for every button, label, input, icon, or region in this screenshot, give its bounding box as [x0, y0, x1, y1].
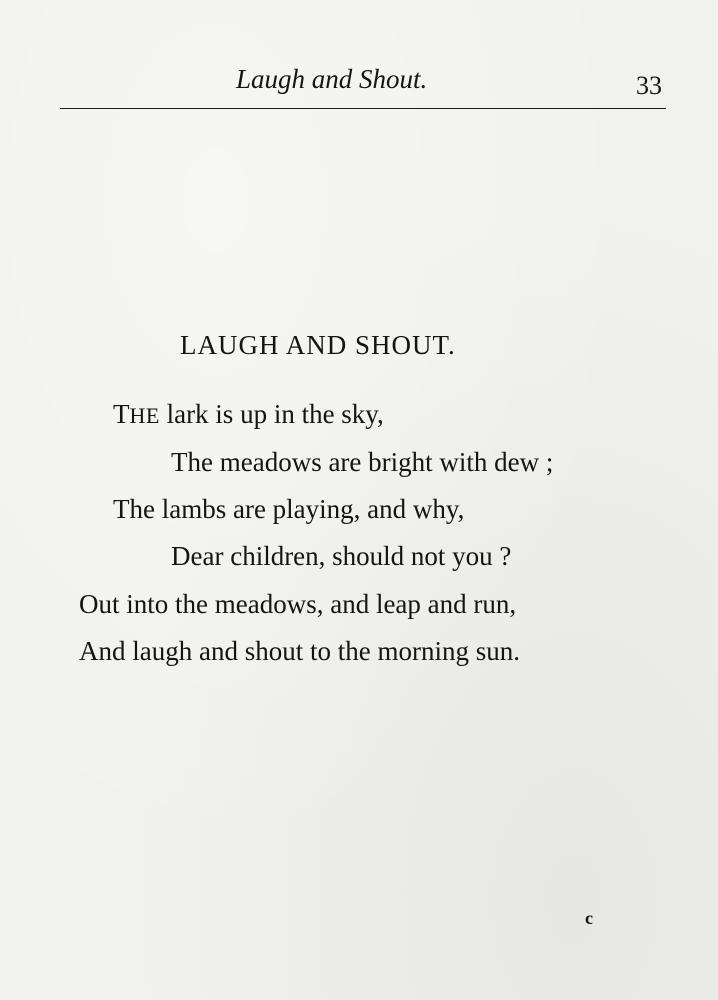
running-head: Laugh and Shout.: [236, 64, 428, 94]
poem-line-2: The meadows are bright with dew ;: [171, 447, 554, 477]
header-rule: [60, 108, 666, 109]
poem-line-3: The lambs are playing, and why,: [113, 494, 465, 524]
poem-title: LAUGH AND SHOUT.: [180, 330, 456, 360]
poem-line-6: And laugh and shout to the morning sun.: [79, 636, 520, 666]
page-number: 33: [636, 71, 662, 100]
poem-line-4: Dear children, should not you ?: [171, 541, 512, 571]
poem-line-1-rest: lark is up in the sky,: [159, 399, 384, 429]
drop-initial: T: [113, 399, 130, 429]
poem-line-1: [113, 401, 384, 428]
signature-mark: c: [585, 908, 593, 928]
small-caps-word: HE: [129, 403, 160, 428]
poem-line-5: Out into the meadows, and leap and run,: [79, 589, 517, 619]
